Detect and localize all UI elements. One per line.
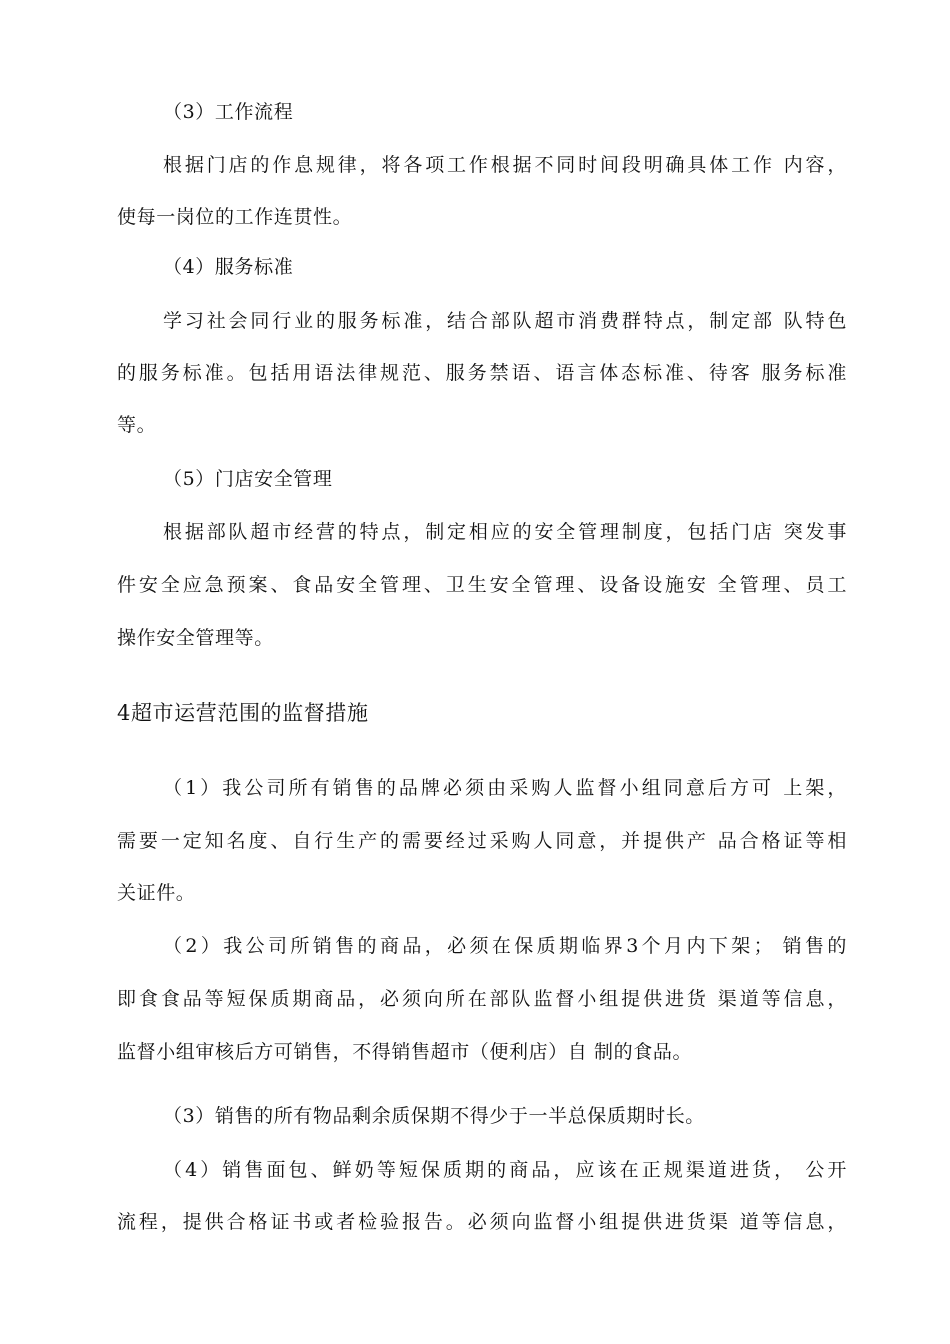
measure-line: （2）我公司所销售的商品，必须在保质期临界3个月内下架； 销售的 bbox=[163, 935, 847, 957]
subheading-service-standard: （4）服务标准 bbox=[163, 256, 294, 278]
paragraph-line: 等。 bbox=[117, 414, 157, 436]
measure-line: 即食食品等短保质期商品，必须向所在部队监督小组提供进货 渠道等信息， bbox=[117, 988, 847, 1010]
subheading-work-process: （3）工作流程 bbox=[163, 101, 294, 123]
measure-line: （4）销售面包、鲜奶等短保质期的商品，应该在正规渠道进货， 公开 bbox=[163, 1159, 847, 1181]
paragraph-line: 操作安全管理等。 bbox=[117, 627, 274, 649]
paragraph-line: 学习社会同行业的服务标准，结合部队超市消费群特点，制定部 队特色 bbox=[163, 310, 847, 332]
measure-line: 需要一定知名度、自行生产的需要经过采购人同意，并提供产 品合格证等相 bbox=[117, 830, 847, 852]
paragraph-line: 根据门店的作息规律，将各项工作根据不同时间段明确具体工作 内容， bbox=[163, 154, 847, 176]
section-heading: 4超市运营范围的监督措施 bbox=[117, 701, 369, 725]
subheading-store-safety: （5）门店安全管理 bbox=[163, 468, 333, 490]
measure-line: 监督小组审核后方可销售，不得销售超市（便利店）自 制的食品。 bbox=[117, 1041, 693, 1063]
paragraph-line: 的服务标准。包括用语法律规范、服务禁语、语言体态标准、待客 服务标准 bbox=[117, 362, 847, 384]
paragraph-line: 根据部队超市经营的特点，制定相应的安全管理制度，包括门店 突发事 bbox=[163, 521, 847, 543]
paragraph-line: 使每一岗位的工作连贯性。 bbox=[117, 206, 353, 228]
paragraph-line: 件安全应急预案、食品安全管理、卫生安全管理、设备设施安 全管理、员工 bbox=[117, 574, 847, 596]
measure-line: （3）销售的所有物品剩余质保期不得少于一半总保质期时长。 bbox=[163, 1105, 705, 1127]
measure-line: （1）我公司所有销售的品牌必须由采购人监督小组同意后方可 上架， bbox=[163, 777, 847, 799]
measure-line: 流程，提供合格证书或者检验报告。必须向监督小组提供进货渠 道等信息， bbox=[117, 1211, 847, 1233]
measure-line: 关证件。 bbox=[117, 882, 196, 904]
